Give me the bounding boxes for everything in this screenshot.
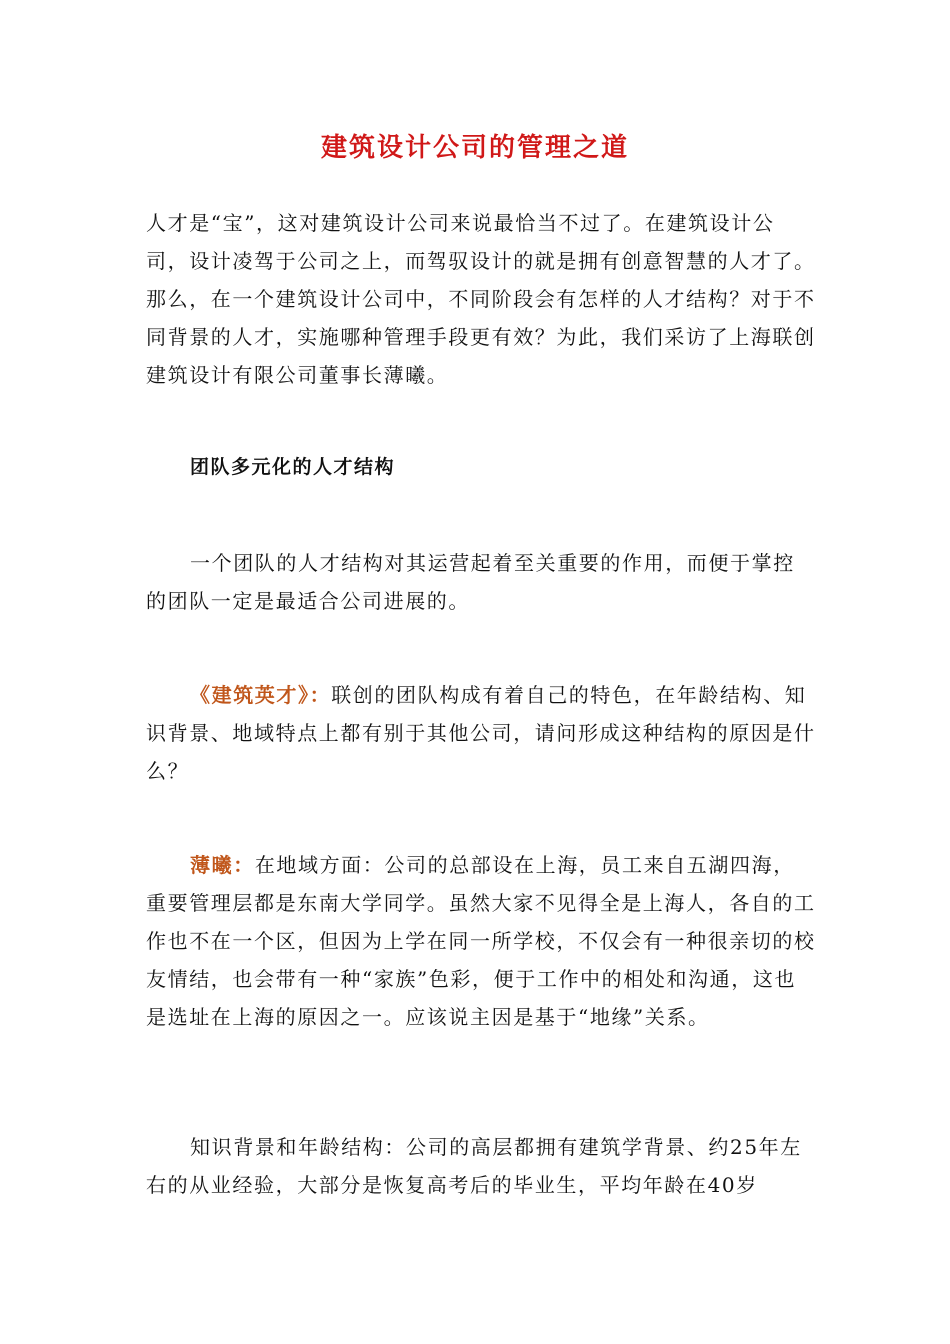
question-paragraph: [146, 676, 816, 790]
question-speaker: 《建筑英才》：: [190, 683, 332, 707]
answer-speaker: 薄曦：: [190, 853, 255, 877]
team-paragraph: 一个团队的人才结构对其运营起着至关重要的作用，而便于掌控的团队一定是最适合公司进展的。: [146, 551, 795, 613]
answer-paragraph: [146, 846, 816, 1036]
knowledge-paragraph: 知识背景和年龄结构：公司的高层都拥有建筑学背景、约25年左右的从业经验，大部分是恢复高考后的毕业生，平均年龄在40岁: [146, 1135, 802, 1197]
intro-paragraph: 人才是“宝”，这对建筑设计公司来说最恰当不过了。在建筑设计公司，设计凌驾于公司之上，而驾驭设计的就是拥有创意智慧的人才了。那么，在一个建筑设计公司中，不同阶段会有怎样的人才结构？对于不同背景的人才，实施哪种管理手段更有效？为此，我们采访了上海联创建筑设计有限公司董事长薄曦。: [146, 211, 816, 387]
document-title: 建筑设计公司的管理之道: [320, 133, 629, 163]
section-heading: 团队多元化的人才结构: [190, 456, 396, 478]
answer-text: 在地域方面：公司的总部设在上海，员工来自五湖四海，重要管理层都是东南大学同学。虽然大家不见得全是上海人，各自的工作也不在一个区，但因为上学在同一所学校，不仅会有一种很亲切的校友情结，也会带有一种“家族”色彩，便于工作中的相处和沟通，这也是选址在上海的原因之一。应该说主因是基于“地缘”关系。: [146, 853, 816, 1029]
question-text: 联创的团队构成有着自己的特色，在年龄结构、知识背景、地域特点上都有别于其他公司，请问形成这种结构的原因是什么？: [146, 683, 816, 783]
